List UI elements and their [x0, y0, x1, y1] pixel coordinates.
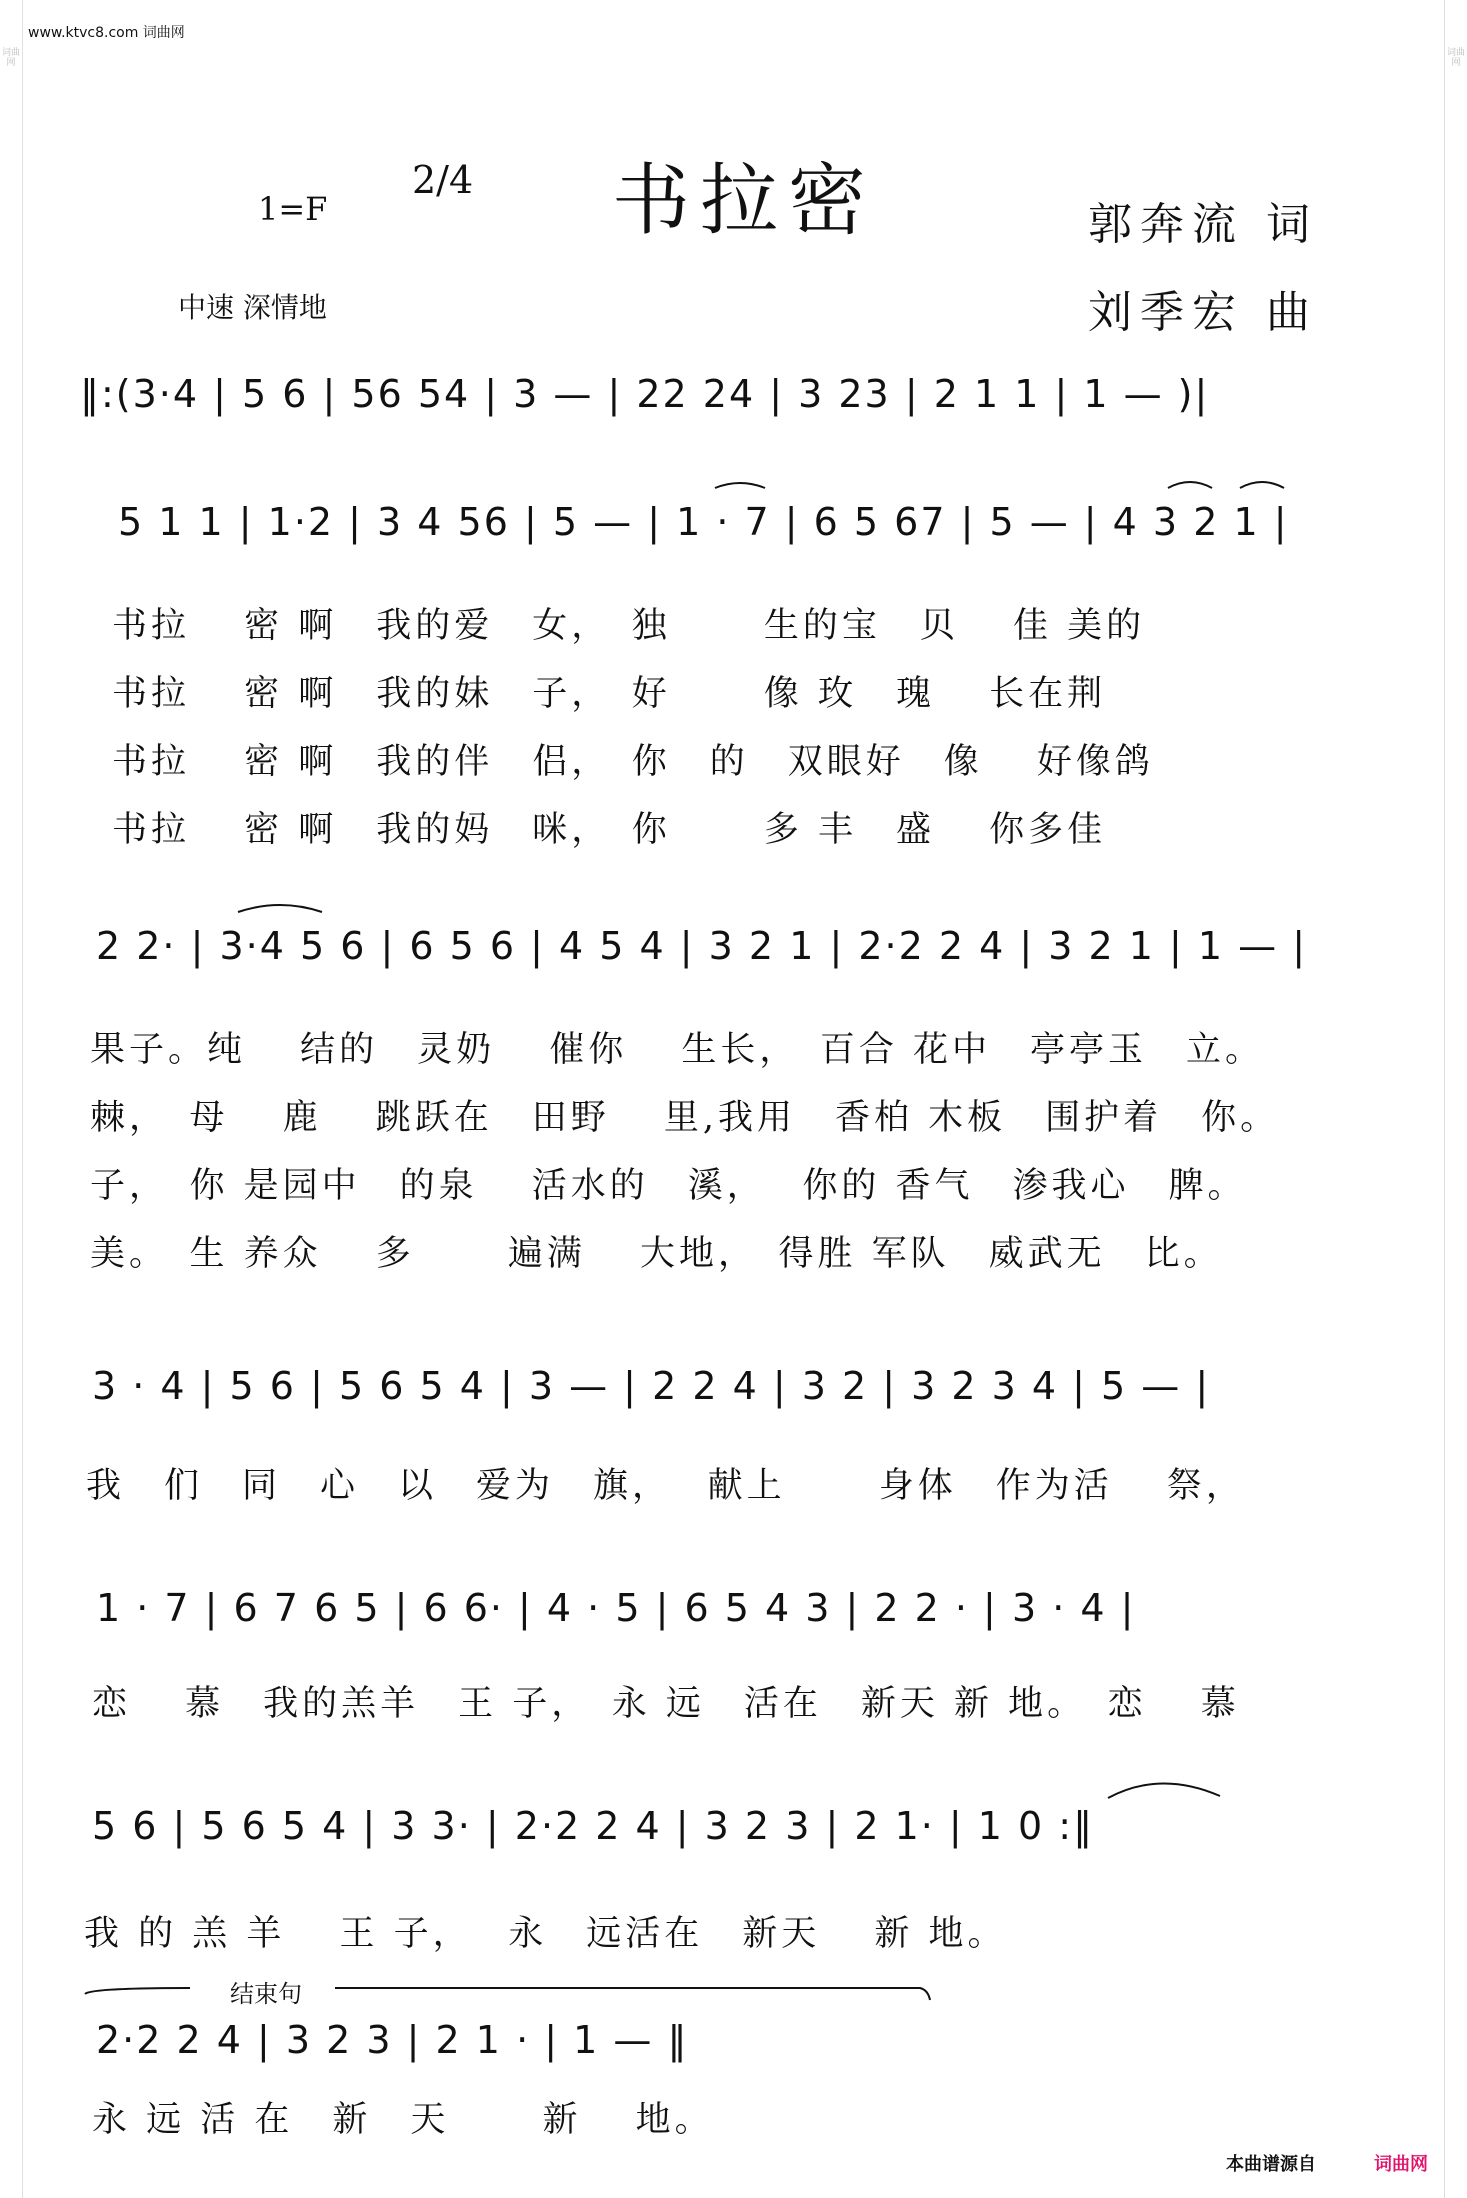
lyricist-credit: 郭奔流 词: [1088, 199, 1318, 250]
lyric-line: 书拉 密 啊 我的妹 子， 好 像 玫 瑰 长在荆: [112, 674, 1107, 714]
slur-mark: [238, 905, 322, 912]
ending-bracket-right: [335, 1988, 930, 2000]
song-title: 书拉密: [612, 156, 877, 246]
slur-mark: [1108, 1783, 1220, 1798]
lyric-line: 棘， 母 鹿 跳跃在 田野 里,我用 香柏 木板 围护着 你。: [90, 1098, 1280, 1138]
notation-row-3: 2 2· | 3·4 5 6 | 6 5 6 | 4 5 4 | 3 2 1 | 2·2 2 4 | 3 2 1 | 1 — |: [96, 924, 1308, 968]
tempo-marking: 中速 深情地: [178, 291, 327, 324]
composer-credit: 刘季宏 曲: [1088, 287, 1318, 338]
slur-mark: [715, 483, 765, 488]
notation-row-1: ‖:(3·4 | 5 6 | 56 54 | 3 — | 22 24 | 3 23 | 2 1 1 | 1 — )|: [80, 372, 1210, 416]
lyric-line: 永 远 活 在 新 天 新 地。: [92, 2100, 714, 2140]
notation-row-5: 1 · 7 | 6 7 6 5 | 6 6· | 4 · 5 | 6 5 4 3 | 2 2 · | 3 · 4 |: [96, 1586, 1136, 1630]
lyric-line: 子， 你 是园中 的泉 活水的 溪， 你的 香气 渗我心 脾。: [90, 1166, 1247, 1206]
margin-watermark: 词曲网: [1446, 48, 1465, 68]
lyric-line: 书拉 密 啊 我的伴 侣， 你 的 双眼好 像 好像鸽: [112, 742, 1154, 782]
slur-mark: [1240, 482, 1284, 488]
lyric-line: 书拉 密 啊 我的妈 咪， 你 多 丰 盛 你多佳: [112, 810, 1107, 850]
notation-row-6: 5 6 | 5 6 5 4 | 3 3· | 2·2 2 4 | 3 2 3 | 2 1· | 1 0 :‖: [92, 1804, 1095, 1848]
lyric-line: 美。 生 养众 多 遍满 大地， 得胜 军队 威武无 比。: [90, 1234, 1223, 1274]
notation-row-4: 3 · 4 | 5 6 | 5 6 5 4 | 3 — | 2 2 4 | 3 2 | 3 2 3 4 | 5 — |: [92, 1364, 1211, 1408]
key-signature: 1=F: [258, 190, 328, 228]
slur-mark: [1168, 482, 1212, 488]
site-url[interactable]: www.ktvc8.com 词曲网: [28, 25, 185, 41]
footer-source: 本曲谱源自: [1226, 2154, 1316, 2175]
lyric-line: 书拉 密 啊 我的爱 女， 独 生的宝 贝 佳 美的: [112, 606, 1146, 646]
lyric-line: 恋 慕 我的羔羊 王 子， 永 远 活在 新天 新 地。 恋 慕: [92, 1684, 1240, 1724]
lyric-line: 果子。纯 结的 灵奶 催你 生长， 百合 花中 亭亭玉 立。: [90, 1030, 1265, 1070]
lyric-line: 我 的 羔 羊 王 子， 永 远活在 新天 新 地。: [84, 1914, 1007, 1954]
lyric-line: 我 们 同 心 以 爱为 旗， 献上 身体 作为活 祭，: [86, 1466, 1245, 1506]
notation-row-ending: 2·2 2 4 | 3 2 3 | 2 1 · | 1 — ‖: [96, 2018, 689, 2062]
margin-watermark: 词曲网: [1, 48, 20, 68]
footer-brand-link[interactable]: 词曲网: [1374, 2154, 1428, 2175]
time-signature: 2/4: [412, 158, 474, 202]
ending-bracket-left: [85, 1988, 190, 1994]
ending-label: 结束句: [230, 1980, 302, 2008]
notation-row-2: 5 1 1 | 1·2 | 3 4 56 | 5 — | 1 · 7 | 6 5 67 | 5 — | 4 3 2 1 |: [118, 500, 1289, 544]
